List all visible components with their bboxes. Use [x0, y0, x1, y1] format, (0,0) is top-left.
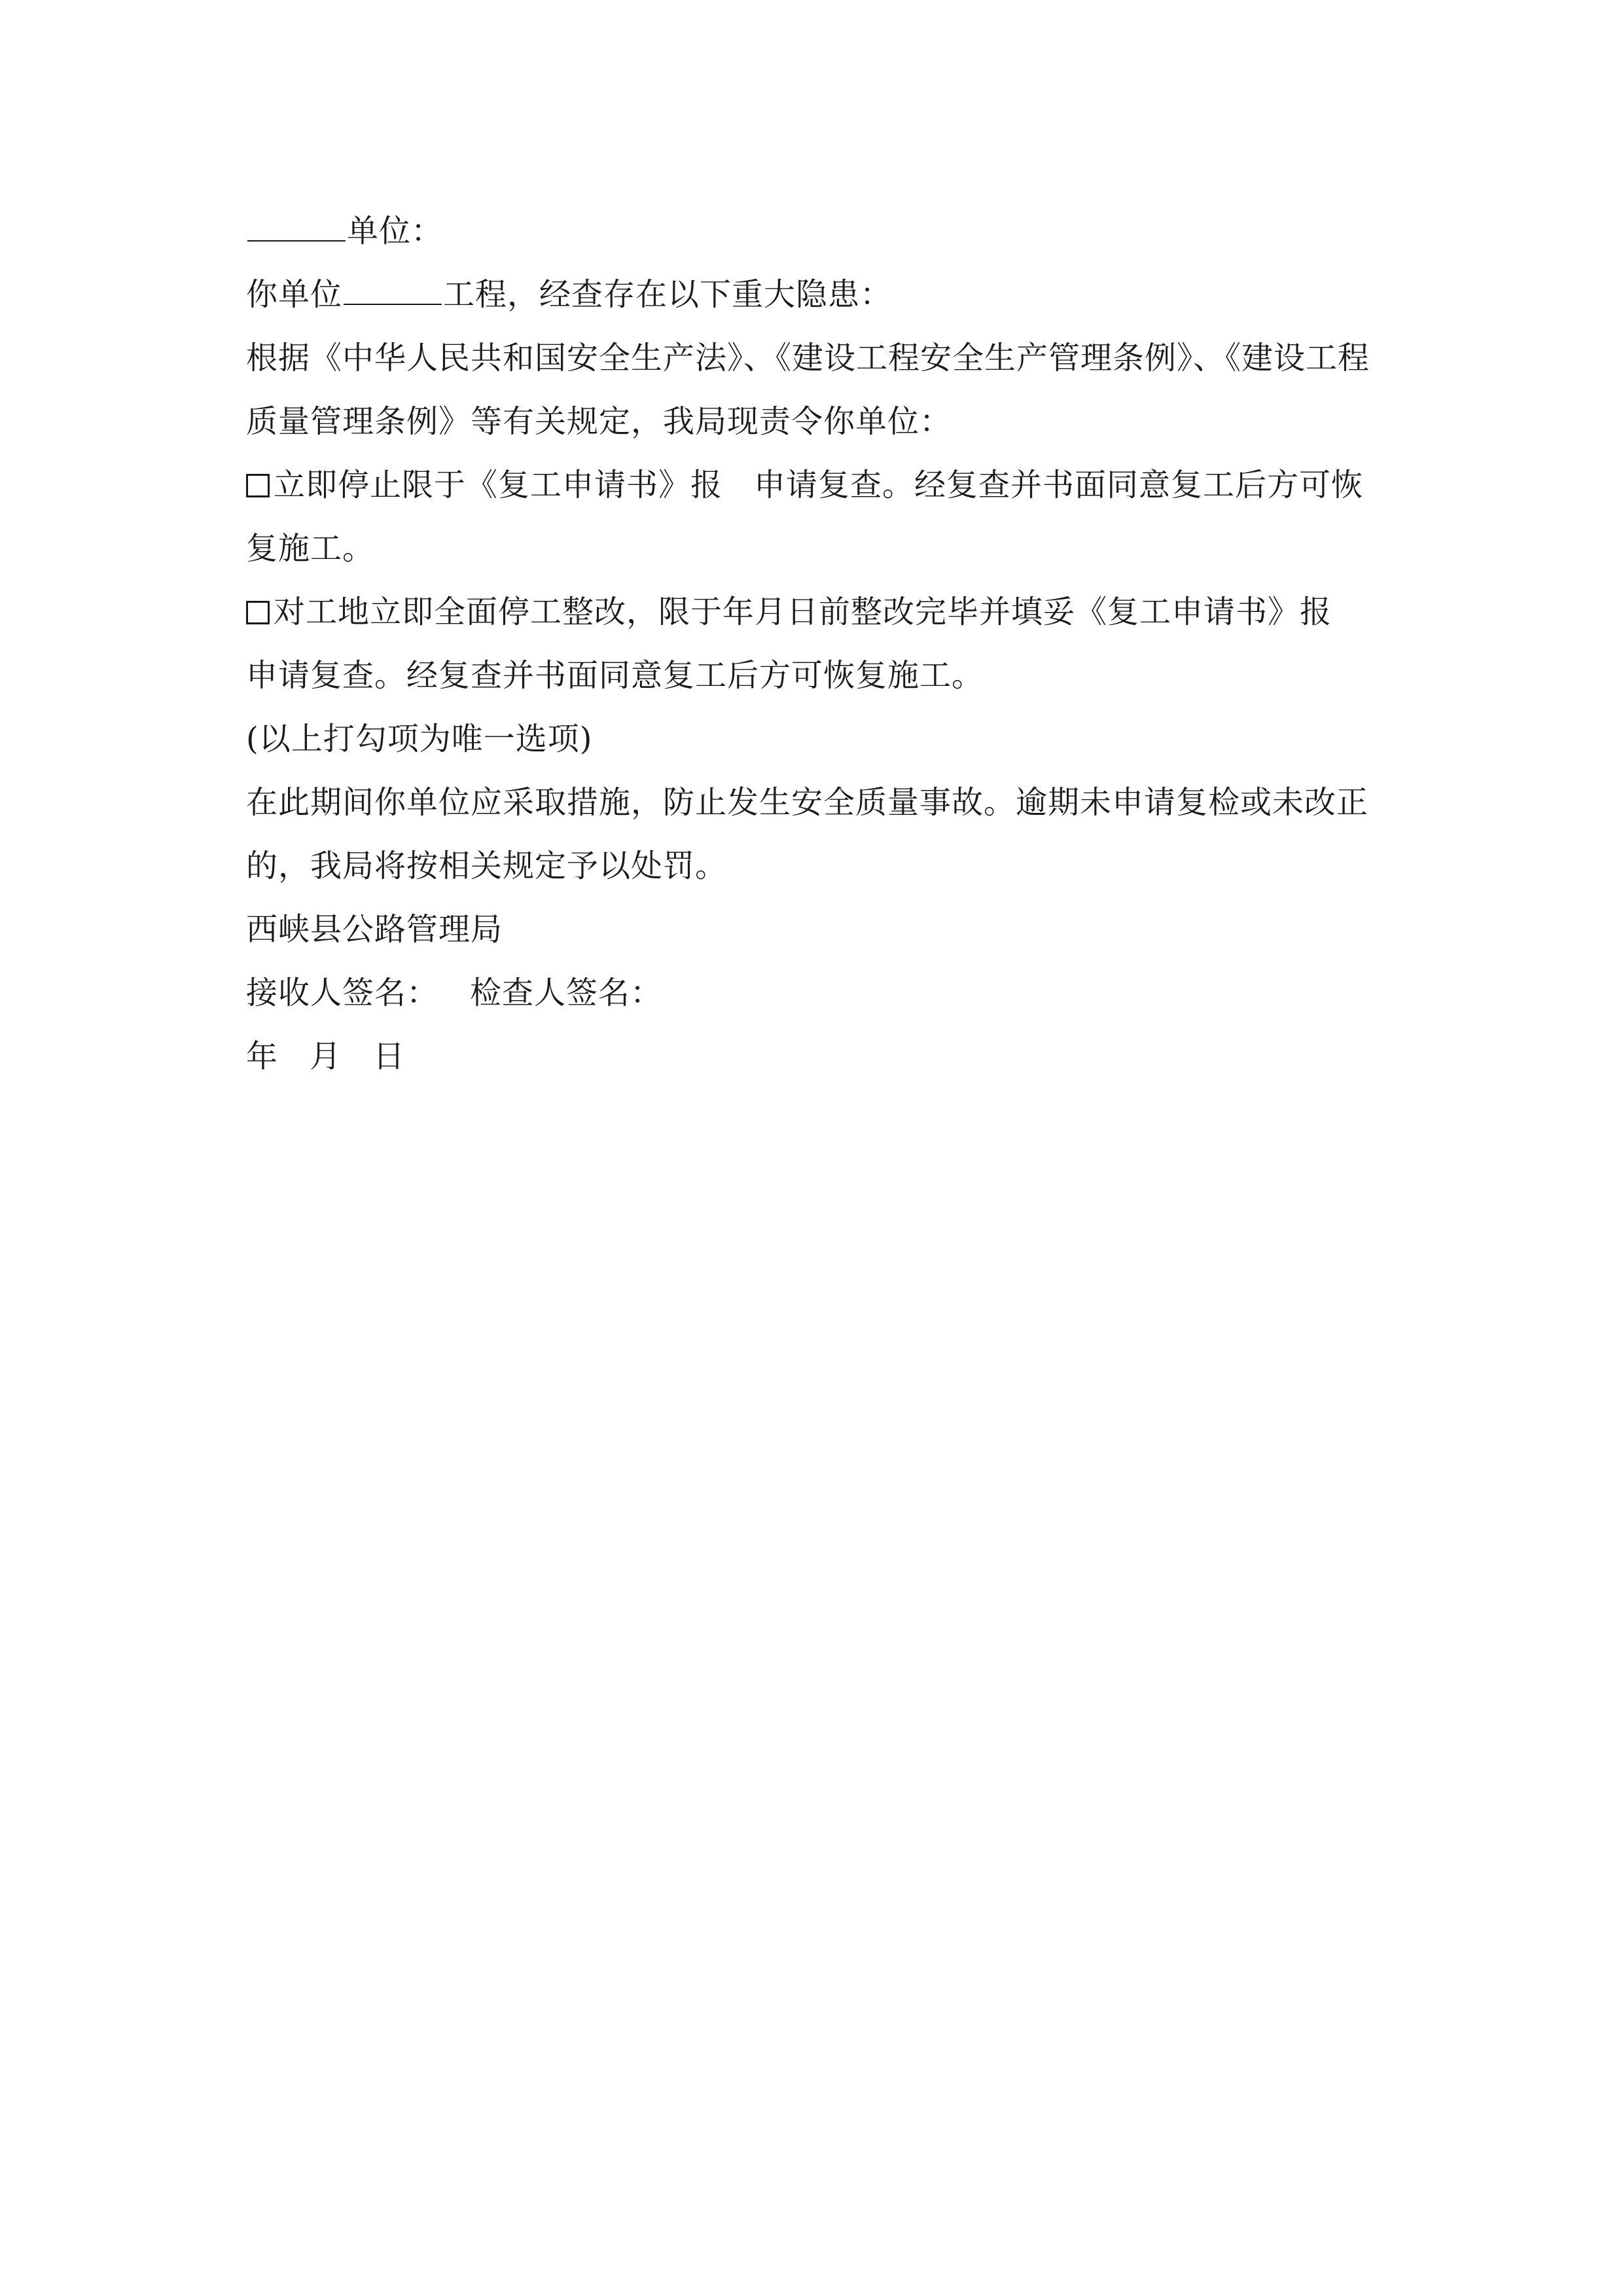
issuer: 西峡县公路管理局	[246, 911, 503, 948]
option-2-line-1	[246, 581, 1385, 644]
basis-line-1: 根据《中华人民共和国安全生产法》、《建设工程安全生产管理条例》、《建设工程	[246, 340, 1370, 376]
project-line	[246, 263, 1385, 327]
option-1-text-b: 申请复查。经复查并书面同意复工后方可恢	[754, 467, 1364, 503]
option-2-text: 对工地立即全面停工整改，限于年月日前整改完毕并填妥《复工申请书》报	[274, 594, 1332, 630]
option-1-text-a: 立即停止限于《复工申请书》报	[274, 467, 723, 503]
addressee-line	[246, 200, 1385, 263]
option-2-line-2: 申请复查。经复查并书面同意复工后方可恢复施工。	[246, 657, 984, 694]
notice-body	[246, 200, 1385, 1088]
option-1-line-2: 复施工。	[246, 530, 375, 567]
signature-line	[246, 961, 1385, 1025]
option-1-line-1	[246, 454, 1385, 517]
option-note: (以上打勾项为唯一选项)	[246, 721, 593, 757]
receiver-signature-label: 接收人签名：	[246, 975, 439, 1011]
inspector-signature-label: 检查人签名：	[470, 975, 663, 1011]
date-day: 日	[373, 1038, 406, 1075]
basis-line-2: 质量管理条例》等有关规定，我局现责令你单位：	[246, 403, 952, 440]
option-1-checkbox[interactable]	[246, 474, 270, 497]
project-name-blank[interactable]	[344, 278, 442, 305]
option-2-checkbox[interactable]	[246, 601, 270, 624]
project-prefix: 你单位	[246, 276, 343, 313]
addressee-suffix: 单位：	[347, 213, 444, 249]
date-year: 年	[246, 1038, 279, 1075]
project-suffix: 工程，经查存在以下重大隐患：	[443, 276, 893, 313]
warning-line-2: 的，我局将按相关规定予以处罚。	[246, 848, 728, 884]
warning-line-1: 在此期间你单位应采取措施，防止发生安全质量事故。逾期未申请复检或未改正	[246, 784, 1369, 821]
date-line	[246, 1025, 1385, 1088]
unit-name-blank[interactable]	[247, 214, 346, 242]
date-month: 月	[310, 1038, 342, 1075]
